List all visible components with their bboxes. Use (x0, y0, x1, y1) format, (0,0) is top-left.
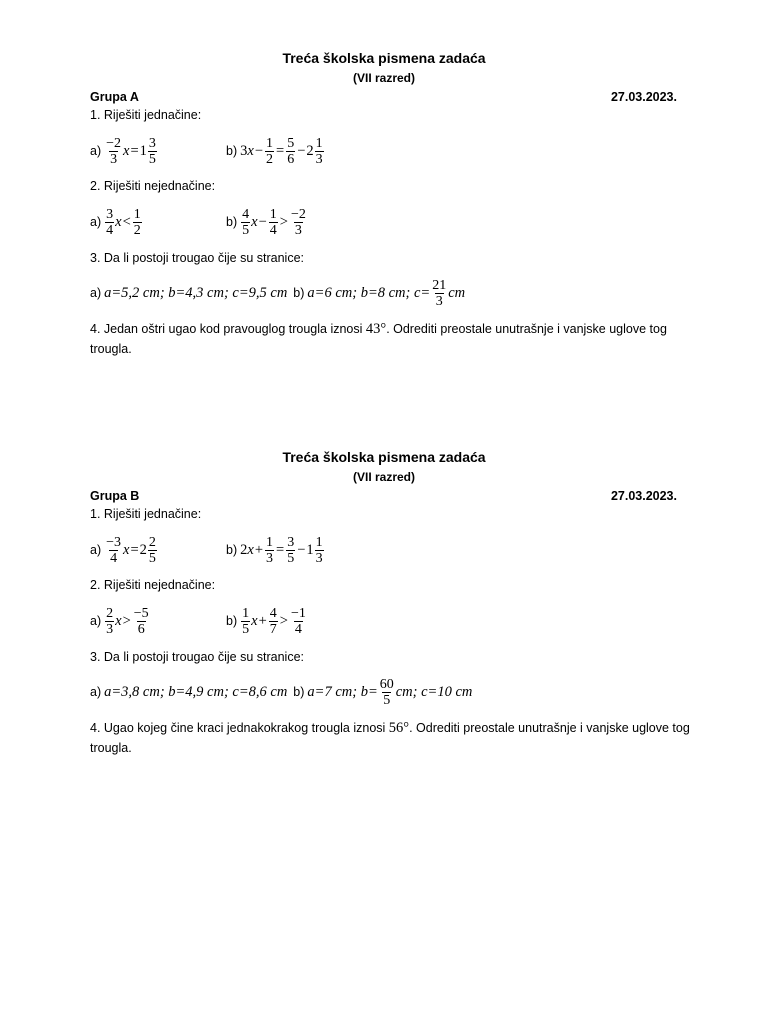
fraction: $\frac{1}{5}$ (242, 605, 250, 637)
fraction: $\frac{-2}{3}$ (106, 135, 122, 167)
fraction: $\frac{2}{5}$ (148, 534, 156, 566)
task-3-label: 3. Da li postoji trougao čije su stranice: (90, 650, 304, 664)
equation-1a: $\frac{-3}{4}$ x = 2 $\frac{2}{5}$ (106, 534, 156, 566)
task-2b: b) $\frac{1}{5}$ x + $\frac{4}{7}$ > $\frac{-1}{4}$ (226, 605, 306, 637)
fraction: $\frac{1}{2}$ (133, 206, 141, 238)
exam-date: 27.03.2023. (610, 489, 677, 503)
exam-title: Treća školska pismena zadaća (282, 449, 486, 465)
inequality-2a: $\frac{2}{3}$ x > $\frac{-5}{6}$ (106, 605, 149, 637)
fraction: $\frac{3}{4}$ (106, 206, 114, 238)
group-label: Grupa B (90, 489, 140, 503)
task-1a: a) $\frac{-3}{4}$ x = 2 $\frac{2}{5}$ (90, 534, 156, 566)
fraction: $\frac{60}{5}$ (379, 676, 394, 708)
fraction: $\frac{1}{2}$ (266, 135, 273, 167)
inequality-2b: $\frac{1}{5}$ x + $\frac{4}{7}$ > $\frac{-1}{4}$ (242, 605, 306, 637)
group-label: Grupa A (90, 90, 139, 104)
equation-1b: 2 x + $\frac{1}{3}$ = $\frac{3}{5}$ − 1 $\frac{1}{3}$ (240, 534, 323, 566)
fraction: $\frac{5}{6}$ (287, 135, 295, 167)
task-2b: b) $\frac{4}{5}$ x − $\frac{1}{4}$ > $\frac{-2}{3}$ (226, 206, 306, 238)
task-3: a) a=5,2 cm; b=4,3 cm; c=9,5 cm b) a=6 cm; b=8 cm; c= $\frac{21}{3}$ cm (90, 277, 466, 309)
fraction: $\frac{1}{3}$ (315, 534, 323, 566)
fraction: $\frac{4}{5}$ (242, 206, 250, 238)
fraction: $\frac{3}{5}$ (287, 534, 295, 566)
exam-subtitle: (VII razred) (352, 71, 415, 85)
task-1-label: 1. Riješiti jednačine: (90, 108, 202, 122)
fraction: $\frac{-1}{4}$ (290, 605, 306, 637)
task-1b: b) 2 x + $\frac{1}{3}$ = $\frac{3}{5}$ − 1 $\frac{1}{3}$ (226, 534, 323, 566)
fraction: $\frac{-3}{4}$ (106, 534, 122, 566)
task-2-label: 2. Riješiti nejednačine: (90, 578, 216, 592)
fraction: $\frac{4}{7}$ (269, 605, 277, 637)
fraction: $\frac{-5}{6}$ (133, 605, 149, 637)
task-2a: a) $\frac{3}{4}$ x < $\frac{1}{2}$ (90, 206, 141, 238)
inequality-2b: $\frac{4}{5}$ x − $\frac{1}{4}$ > $\frac{-2}{3}$ (242, 206, 306, 238)
exam-title: Treća školska pismena zadaća (282, 50, 486, 66)
triangle-sides-a: a=3,8 cm; b=4,9 cm; c=8,6 cm (104, 683, 288, 700)
fraction: $\frac{1}{3}$ (266, 534, 273, 566)
inequality-2a: $\frac{3}{4}$ x < $\frac{1}{2}$ (106, 206, 141, 238)
equation-1b: 3 x − $\frac{1}{2}$ = $\frac{5}{6}$ − 2 $\frac{1}{3}$ (240, 135, 323, 167)
task-3-label: 3. Da li postoji trougao čije su stranice: (90, 251, 304, 265)
fraction: $\frac{-2}{3}$ (290, 206, 306, 238)
equation-1a: $\frac{-2}{3}$ x = 1 $\frac{3}{5}$ (106, 135, 156, 167)
triangle-sides-b: a=7 cm; b= $\frac{60}{5}$ cm; c=10 cm (307, 676, 473, 708)
task-1b: b) 3 x − $\frac{1}{2}$ = $\frac{5}{6}$ − 2 $\frac{1}{3}$ (226, 135, 323, 167)
fraction: $\frac{1}{3}$ (315, 135, 323, 167)
angle-value: 43° (365, 321, 387, 337)
task-4: 4. Jedan oštri ugao kod pravouglog trougla iznosi 43°. Odrediti preostale unutrašnje i vanjske uglove tog trougla. (90, 321, 667, 356)
triangle-sides-a: a=5,2 cm; b=4,3 cm; c=9,5 cm (104, 284, 288, 301)
triangle-sides-b: a=6 cm; b=8 cm; c= $\frac{21}{3}$ cm (307, 277, 466, 309)
task-2-label: 2. Riješiti nejednačine: (90, 179, 216, 193)
task-1a: a) $\frac{-2}{3}$ x = 1 $\frac{3}{5}$ (90, 135, 156, 167)
exam-date: 27.03.2023. (610, 90, 677, 104)
exam-subtitle: (VII razred) (352, 470, 415, 484)
fraction: $\frac{1}{4}$ (269, 206, 277, 238)
task-4: 4. Ugao kojeg čine kraci jednakokrakog trougla iznosi 56°. Odrediti preostale unutrašnje i vanjske uglove tog trougla. (90, 720, 690, 755)
task-2a: a) $\frac{2}{3}$ x > $\frac{-5}{6}$ (90, 605, 149, 637)
angle-value: 56° (388, 720, 410, 736)
fraction: $\frac{2}{3}$ (106, 605, 114, 637)
fraction: $\frac{3}{5}$ (148, 135, 156, 167)
task-3: a) a=3,8 cm; b=4,9 cm; c=8,6 cm b) a=7 cm; b= $\frac{60}{5}$ cm; c=10 cm (90, 676, 473, 708)
fraction: $\frac{21}{3}$ (432, 277, 447, 309)
task-1-label: 1. Riješiti jednačine: (90, 507, 202, 521)
